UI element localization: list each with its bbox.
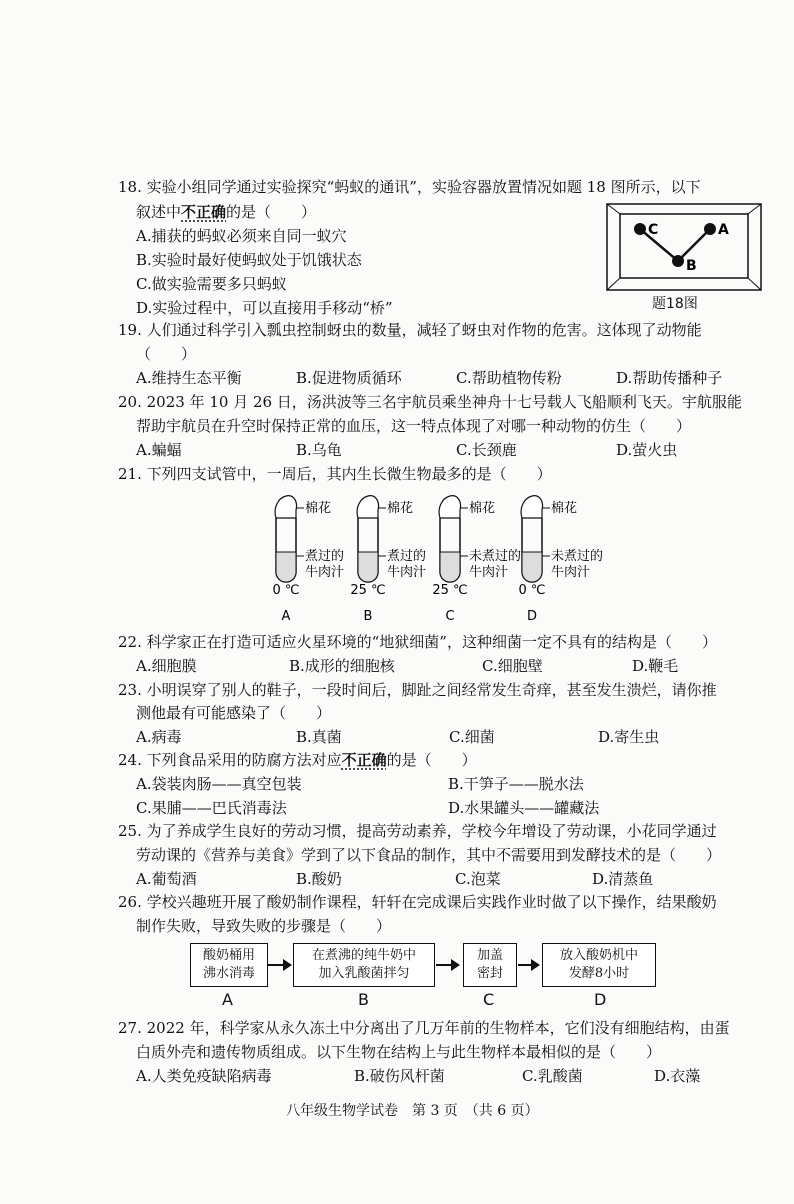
broth-label-line2: 牛肉汁 (469, 565, 509, 580)
q20-stem-line2: 帮助宇航员在升空时保持正常的血压，这一特点体现了对哪一种动物的仿生（ ） (136, 417, 692, 435)
q24-option-b: B.干笋子——脱水法 (448, 775, 584, 793)
q19-option-c: C.帮助植物传粉 (456, 369, 562, 387)
q21-test-tubes-svg (270, 490, 630, 625)
temperature-label: 0 ℃ (272, 583, 300, 598)
q18-option-c: C.做实验需要多只蚂蚁 (136, 275, 287, 293)
q18-dot-b (672, 255, 684, 267)
broth-liquid (276, 552, 296, 582)
q20-option-a: A.蝙蝠 (136, 441, 182, 459)
q24-option-d: D.水果罐头——罐藏法 (448, 799, 600, 817)
q26-step-c-letter: C (483, 990, 495, 1009)
q18-option-b: B.实验时最好使蚂蚁处于饥饿状态 (136, 251, 362, 269)
q18-label-b: B (686, 258, 697, 274)
q22-stem-line1: 22. 科学家正在打造可适应火星环境的“地狱细菌”，这种细菌一定不具有的结构是（ ） (118, 633, 717, 651)
q26-step-c-text2: 密封 (476, 966, 503, 981)
q27-option-d: D.衣藻 (654, 1067, 701, 1085)
q25-stem-line1: 25. 为了养成学生良好的劳动习惯，提高劳动素养，学校今年增设了劳动课，小花同学通过 (118, 822, 717, 840)
q20-option-d: D.萤火虫 (616, 441, 678, 459)
q24-option-c: C.果脯——巴氏消毒法 (136, 799, 287, 817)
q26-step-a-box (190, 943, 268, 987)
broth-label-line1: 煮过的 (387, 549, 427, 564)
cotton-plug (357, 496, 378, 518)
q26-stem-line1: 26. 学校兴趣班开展了酸奶制作课程，轩轩在完成课后实践作业时做了以下操作，结果酸奶 (118, 893, 717, 911)
q25-option-b: B.酸奶 (296, 870, 342, 888)
q22-option-b: B.成形的细胞核 (289, 657, 395, 675)
test-tube-a (272, 496, 344, 624)
q24-emphasis: 不正确 (341, 751, 387, 769)
q26-step-b-text2: 加入乳酸菌拌匀 (318, 966, 410, 981)
test-tube-b (350, 496, 426, 624)
q24-stem-a: 24. 下列食品采用的防腐方法对应 (118, 751, 342, 769)
q18-option-d: D.实验过程中，可以直接用手移动“桥” (136, 299, 393, 317)
broth-label-line1: 未煮过的 (469, 549, 522, 564)
q18-stem-a: 叙述中 (136, 203, 182, 221)
q18-stem-line1: 18. 实验小组同学通过实验探究“蚂蚁的通讯”，实验容器放置情况如题 18 图所示，以下 (118, 178, 701, 196)
q23-stem-line2: 测他最有可能感染了（ ） (136, 704, 332, 722)
q26-arrow-1 (268, 964, 290, 966)
page-footer: 八年级生物学试卷 第 3 页 （共 6 页） (286, 1103, 539, 1119)
q26-step-a-text2: 沸水消毒 (202, 966, 255, 981)
q21-test-tubes-figure (270, 490, 630, 625)
q26-step-a-letter: A (222, 990, 233, 1009)
q19-option-d: D.帮助传播种子 (616, 369, 723, 387)
q25-option-a: A.葡萄酒 (136, 870, 197, 888)
q23-option-b: B.真菌 (296, 728, 342, 746)
q23-option-d: D.寄生虫 (598, 728, 660, 746)
cotton-label: 棉花 (387, 501, 414, 516)
q25-option-d: D.清蒸鱼 (592, 870, 654, 888)
q26-step-d-letter: D (594, 990, 607, 1009)
q26-step-d-text1: 放入酸奶机中 (559, 948, 638, 963)
broth-label-line1: 煮过的 (305, 549, 345, 564)
q23-stem-line1: 23. 小明误穿了别人的鞋子，一段时间后，脚趾之间经常发生奇痒，甚至发生溃烂，请你推 (118, 681, 717, 699)
q27-option-c: C.乳酸菌 (522, 1067, 583, 1085)
q24-stem-c: 的是（ ） (386, 751, 477, 769)
q19-stem-line2: （ ） (136, 345, 197, 363)
q18-emphasis: 不正确 (181, 203, 227, 221)
q27-option-a: A.人类免疫缺陷病毒 (136, 1067, 272, 1085)
broth-liquid (440, 552, 460, 582)
q18-dot-c (634, 223, 646, 235)
q18-figure-caption: 题18图 (652, 296, 698, 312)
temperature-label: 25 ℃ (432, 583, 468, 598)
q19-option-b: B.促进物质循环 (296, 369, 402, 387)
q18-label-c: C (648, 222, 659, 238)
q20-option-b: B.乌龟 (296, 441, 342, 459)
q19-option-a: A.维持生态平衡 (136, 369, 242, 387)
cotton-label: 棉花 (551, 501, 578, 516)
q19-stem-line1: 19. 人们通过科学引入瓢虫控制蚜虫的数量，减轻了蚜虫对作物的危害。这体现了动物能 (118, 321, 702, 339)
cotton-plug (521, 496, 542, 518)
q26-step-d-box (542, 943, 656, 987)
q18-dot-a (704, 223, 716, 235)
q18-option-a: A.捕获的蚂蚁必须来自同一蚁穴 (136, 227, 347, 245)
test-tube-d (518, 496, 603, 624)
q21-stem-line1: 21. 下列四支试管中，一周后，其内生长微生物最多的是（ ） (118, 465, 552, 483)
tube-letter: B (363, 609, 373, 624)
q26-step-a-text1: 酸奶桶用 (202, 948, 255, 963)
q27-stem-line2: 白质外壳和遗传物质组成。以下生物在结构上与此生物样本最相似的是（ ） (136, 1043, 662, 1061)
q27-option-b: B.破伤风杆菌 (354, 1067, 445, 1085)
tube-letter: A (281, 609, 291, 624)
q26-step-c-box (463, 943, 517, 987)
test-tube-c (432, 496, 521, 624)
q23-option-a: A.病毒 (136, 728, 182, 746)
cotton-plug (439, 496, 460, 518)
q22-option-a: A.细胞膜 (136, 657, 197, 675)
q26-step-b-letter: B (358, 990, 369, 1009)
tube-letter: D (526, 609, 538, 624)
q22-option-c: C.细胞壁 (482, 657, 543, 675)
tube-letter: C (445, 609, 455, 624)
q26-arrow-3 (518, 964, 538, 966)
cotton-plug (275, 496, 296, 518)
q24-option-a: A.袋装肉肠——真空包装 (136, 775, 302, 793)
broth-liquid (522, 552, 542, 582)
cotton-label: 棉花 (305, 501, 332, 516)
q26-stem-line2: 制作失败，导致失败的步骤是（ ） (136, 917, 392, 935)
q26-step-b-box (293, 943, 435, 987)
q18-stem-c: 的是（ ） (226, 203, 317, 221)
q27-stem-line1: 27. 2022 年，科学家从永久冻土中分离出了几万年前的生物样本，它们没有细胞结构，由蛋 (118, 1019, 730, 1037)
q26-step-c-text1: 加盖 (476, 948, 503, 963)
q20-option-c: C.长颈鹿 (456, 441, 517, 459)
broth-label-line1: 未煮过的 (551, 549, 604, 564)
q26-step-d-text2: 发酵8小时 (568, 966, 630, 981)
q26-step-b-text1: 在煮沸的纯牛奶中 (311, 948, 416, 963)
temperature-label: 0 ℃ (518, 583, 546, 598)
q25-stem-line2: 劳动课的《营养与美食》学到了以下食品的制作，其中不需要用到发酵技术的是（ ） (136, 846, 722, 864)
broth-liquid (358, 552, 378, 582)
temperature-label: 25 ℃ (350, 583, 386, 598)
broth-label-line2: 牛肉汁 (387, 565, 427, 580)
q26-arrow-2 (436, 964, 458, 966)
q24-stem-line1 (118, 750, 477, 770)
q18-figure (606, 203, 762, 291)
broth-label-line2: 牛肉汁 (551, 565, 591, 580)
q22-option-d: D.鞭毛 (632, 657, 679, 675)
q23-option-c: C.细菌 (449, 728, 495, 746)
q25-option-c: C.泡菜 (455, 870, 501, 888)
broth-label-line2: 牛肉汁 (305, 565, 345, 580)
q20-stem-line1: 20. 2023 年 10 月 26 日，汤洪波等三名宇航员乘坐神舟十七号载人飞船顺利飞天。宇航服能 (118, 393, 742, 411)
q18-stem-line2 (136, 202, 316, 222)
q18-label-a: A (718, 222, 729, 238)
cotton-label: 棉花 (469, 501, 496, 516)
